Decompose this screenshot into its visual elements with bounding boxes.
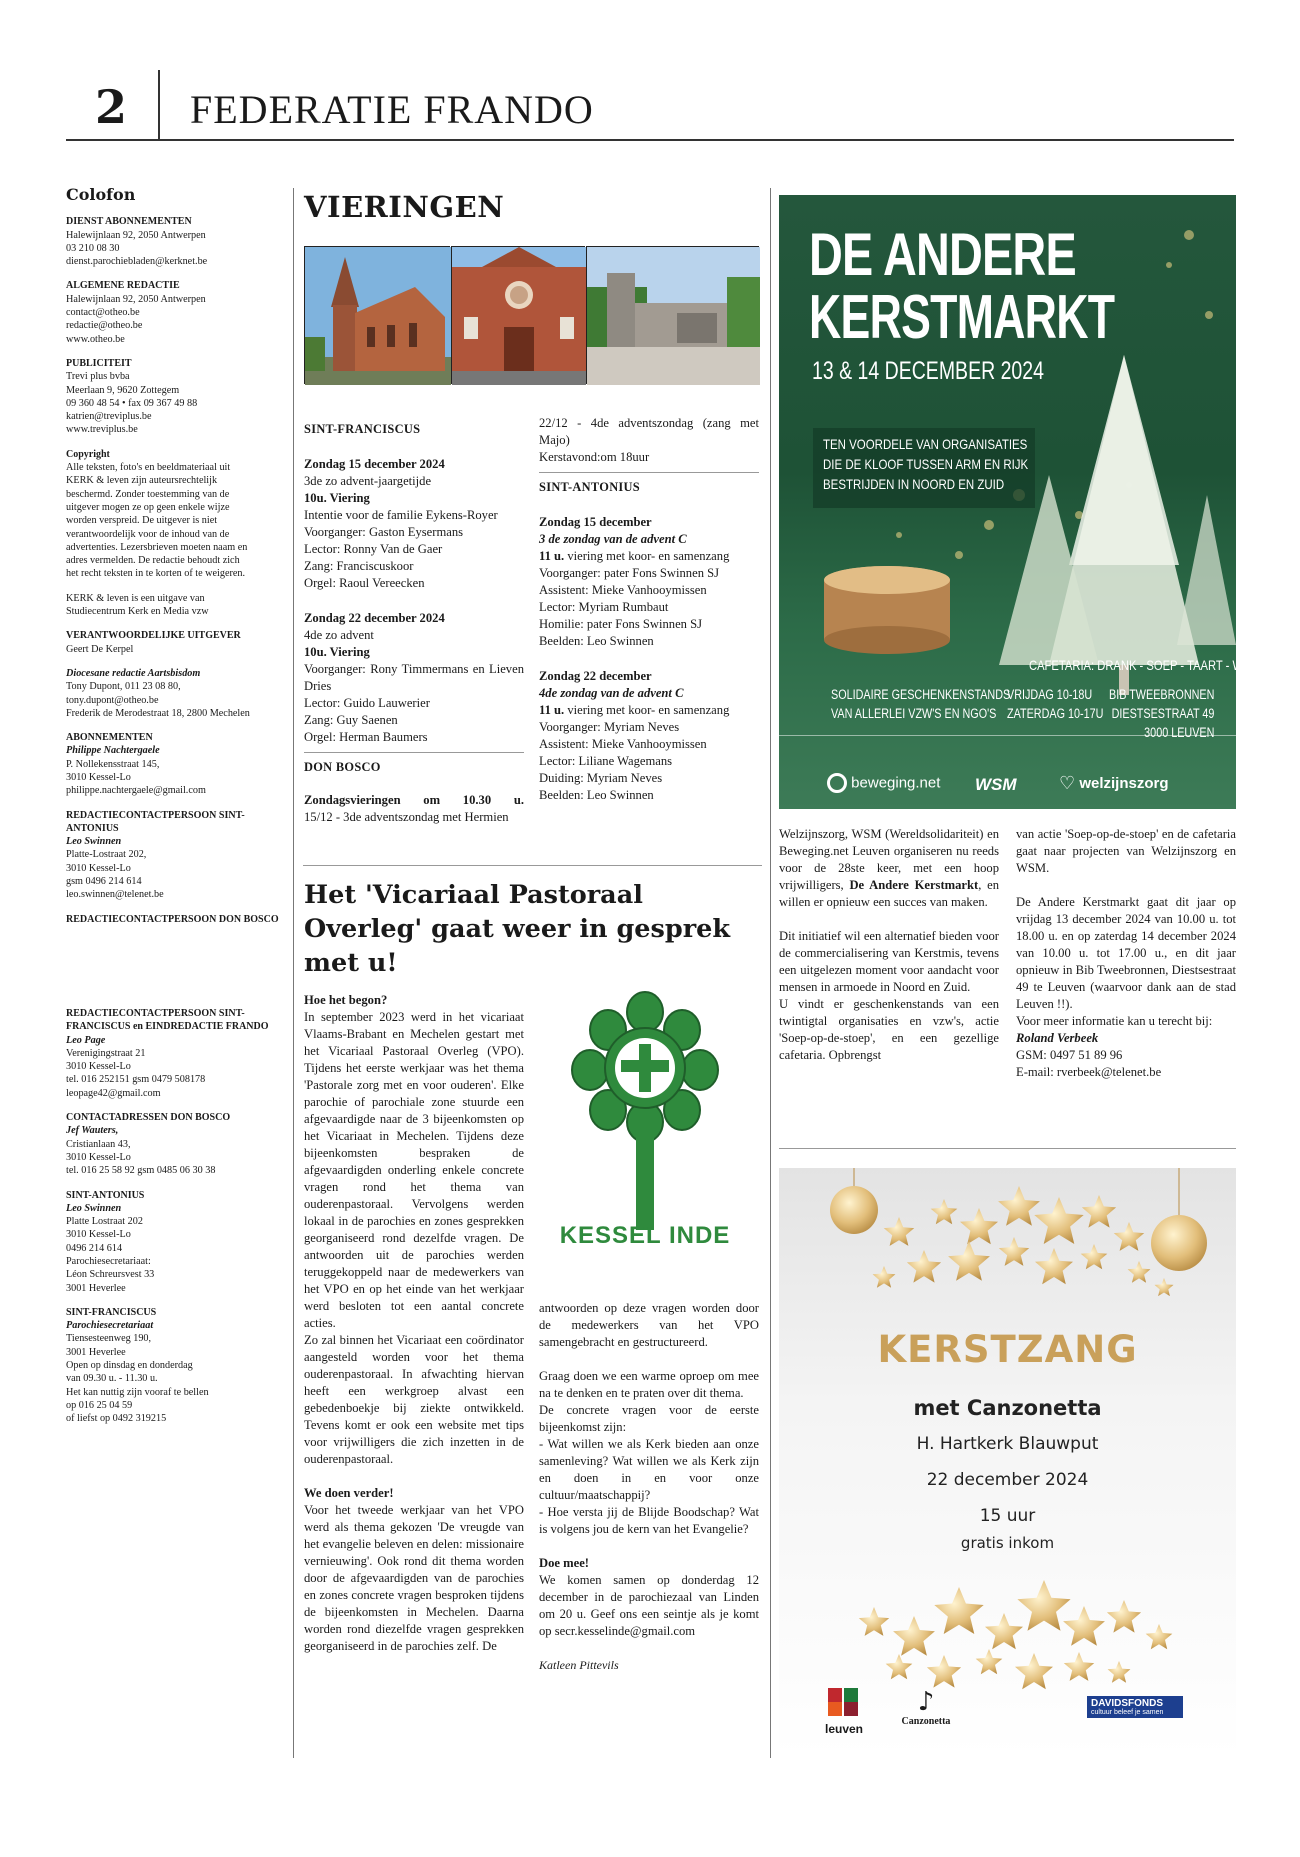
colofon-line: 3001 Heverlee	[66, 1346, 126, 1358]
colofon-block	[66, 215, 286, 268]
colofon-line: www.otheo.be	[66, 333, 125, 345]
colofon-line: 09 360 48 54 • fax 09 367 49 88	[66, 397, 198, 409]
colofon-line: Cristianlaan 43,	[66, 1138, 131, 1150]
colofon-line: Verenigingstraat 21	[66, 1047, 146, 1059]
poster-info-line: DIE DE KLOOF TUSSEN ARM EN RIJK	[823, 456, 1029, 472]
service-date: Zondag 15 december	[539, 515, 652, 529]
star-icon	[999, 1237, 1029, 1266]
colofon-line: het recht teksten in te korten of te weigeren.	[66, 568, 246, 580]
star-icon	[985, 1613, 1023, 1649]
kerstmarkt-paragraph: E-mail: rverbeek@telenet.be	[1016, 1065, 1162, 1079]
star-icon	[859, 1607, 889, 1636]
canzonetta-logo	[891, 1688, 961, 1727]
article-paragraph: De concrete vragen voor de eerste bijeenkomst zijn:	[539, 1403, 759, 1434]
colofon-line: dienst.parochiebladen@kerknet.be	[66, 256, 208, 268]
colofon-heading: SINT-ANTONIUS	[66, 1189, 145, 1201]
paragraph-gap	[304, 1468, 524, 1485]
kerstmarkt-paragraph: U vindt er geschenkenstands van een twintigtal organisaties en vzw's, actie 'Soep-op-de-stoep', en een gezellige cafetaria. Opbrengst	[779, 997, 999, 1062]
colofon-spacer	[66, 926, 286, 996]
service-line: Zang: Guy Saenen	[304, 713, 398, 727]
davidsfonds-tagline: cultuur beleef je samen	[1091, 1709, 1164, 1716]
service-time: 10u. Viering	[304, 491, 370, 505]
star-icon	[1128, 1261, 1151, 1283]
colofon-block	[66, 629, 286, 656]
star-icon	[884, 1217, 914, 1246]
vieringen-rule	[539, 472, 759, 473]
page-title: FEDERATIE FRANDO	[190, 87, 594, 132]
service-line: Lector: Myriam Rumbaut	[539, 600, 669, 614]
colofon-line: 3010 Kessel-Lo	[66, 771, 131, 783]
colofon-line: uitgever mogen ze op geen enkele wijze	[66, 501, 230, 513]
poster-info-line: BESTRIJDEN IN NOORD EN ZUID	[823, 476, 1005, 492]
colofon-heading: REDACTIECONTACTPERSOON SINT-FRANCISCUS en EINDREDACTIE FRANDO	[66, 1007, 269, 1033]
colofon-line: redactie@otheo.be	[66, 320, 143, 332]
colofon-heading: ALGEMENE REDACTIE	[66, 280, 180, 292]
colofon-line: worden verspreid. De uitgever is niet	[66, 515, 218, 527]
colofon-line: P. Nollekensstraat 145,	[66, 758, 160, 770]
colofon-subheading: Leo Swinnen	[66, 1202, 122, 1214]
star-icon	[1035, 1248, 1073, 1284]
colofon-line: Tony Dupont, 011 23 08 80,	[66, 681, 181, 693]
service-line: Intentie voor de familie Eykens-Royer	[304, 508, 498, 522]
kerstmarkt-paragraph: Voor meer informatie kan u terecht bij:	[1016, 1014, 1213, 1028]
service-line: Voorganger: Myriam Neves	[539, 720, 680, 734]
colofon-block	[66, 913, 286, 996]
vieringen-column-right	[539, 415, 759, 804]
colofon-line: Geert De Kerpel	[66, 643, 134, 655]
poster-foot-right	[1109, 685, 1214, 742]
kerstmarkt-paragraph: GSM: 0497 51 89 96	[1016, 1048, 1123, 1062]
star-icon	[907, 1250, 941, 1283]
church-photo-sint-antonius	[586, 246, 759, 384]
service-line: Lector: Liliane Wagemans	[539, 754, 673, 768]
colofon-line: gsm 0496 214 614	[66, 876, 142, 888]
poster-title-line1: DE ANDERE	[809, 221, 1076, 288]
colofon-line: Parochiesecretariaat:	[66, 1256, 151, 1267]
colofon-line: 3010 Kessel-Lo	[66, 1061, 131, 1073]
kesselinde-logo	[550, 990, 740, 1260]
article-subheading: We doen verder!	[304, 1486, 394, 1500]
service-detail: viering met koor- en samenzang	[564, 703, 730, 717]
service-date: Zondag 22 december 2024	[304, 611, 445, 625]
colofon-line: leopage42@gmail.com	[66, 1087, 161, 1099]
star-icon	[934, 1587, 983, 1634]
welzijnszorg-logo-text: welzijnszorg	[1079, 775, 1169, 792]
colofon-line: tony.dupont@otheo.be	[66, 694, 159, 706]
parish-heading: SINT-ANTONIUS	[539, 480, 640, 494]
column-divider	[293, 188, 294, 1758]
colofon-heading: DIENST ABONNEMENTEN	[66, 216, 192, 228]
service-line: 15/12 - 3de adventszondag met Hermien	[304, 810, 509, 824]
service-line	[539, 702, 759, 719]
article-subheading: Doe mee!	[539, 1556, 589, 1570]
service-line: Beelden: Leo Swinnen	[539, 788, 654, 802]
colofon-line: 0496 214 614	[66, 1242, 123, 1254]
leuven-icon	[826, 1686, 862, 1718]
kerstmarkt-paragraph: van actie 'Soep-op-de-stoep' en de cafetaria gaat naar projecten van Welzijnszorg en WSM.	[1016, 827, 1236, 875]
kerstmarkt-paragraph	[779, 826, 999, 911]
kerstmarkt-paragraph: De Andere Kerstmarkt gaat dit jaar op vrijdag 13 december 2024 van 10.00 u. tot 18.00 u. en op zaterdag 14 december 2024 van 10.00 u. tot 17.00 u., en dit jaar opnieuw in Bib Tweebronnen, Diestsestraat 49 te Leuven (waarvoor dank aan de stad Leuven !!).	[1016, 895, 1236, 1011]
kerstmarkt-text-column-1	[779, 826, 999, 1064]
colofon-line: Open op dinsdag en donderdag	[66, 1360, 193, 1372]
colofon-block	[66, 1306, 286, 1426]
section-rule	[779, 1148, 1236, 1149]
article-paragraph: In september 2023 werd in het vicariaat Vlaams-Brabant en Mechelen gestart met het Vicariaal Pastoraal Overleg (VPO). Tijdens het eerste werkjaar was het thema 'Pastorale zorg met en voor ouderen'. Elke parochie of parochiale zone stuurde een afgevaardigde naar de 3 bijeenkomsten op het Vicariaat in Mechelen. Tijdens deze bijeenkomsten bespraken de afgevaardigden onderling enkele concrete vragen rond het thema van ouderenpastoraal. Vervolgens werden lokaal in de parochies en zones gesprekken georganiseerd rond dezelfde vragen. De antwoorden uit de parochies werden teruggekoppeld naar de medewerkers van het VPO en op het einde van het werkjaar werd besloten tot een aantal concrete acties.	[304, 1010, 524, 1330]
colofon-heading: REDACTIECONTACTPERSOON SINT-ANTONIUS	[66, 809, 245, 834]
service-date: Zondagsvieringen om 10.30 u.	[304, 793, 524, 807]
colofon-line: Halewijnlaan 92, 2050 Antwerpen	[66, 229, 206, 241]
colofon-line: 03 210 08 30	[66, 242, 120, 254]
star-icon	[893, 1616, 935, 1656]
article-column-1	[304, 992, 524, 1655]
service-line: Kerstavond:om 18uur	[539, 450, 650, 464]
colofon-heading: VERANTWOORDELIJKE UITGEVER	[66, 630, 241, 642]
star-icon	[1114, 1222, 1144, 1251]
colofon-block	[66, 1111, 286, 1177]
colofon-heading: REDACTIECONTACTPERSOON DON BOSCO	[66, 913, 279, 925]
article-author: Katleen Pittevils	[539, 1658, 619, 1672]
kerstzang-line3: 22 december 2024	[926, 1470, 1089, 1490]
article-paragraph: We komen samen op donderdag 12 december in de parochiezaal van Linden om 20 u. Geef ons een seintje als je komt op secr.kesselinde@gmail.com	[539, 1573, 759, 1638]
service-line: 22/12 - 4de adventszondag (zang met Majo)	[539, 416, 759, 447]
poster-info-line: TEN VOORDELE VAN ORGANISATIES	[823, 436, 1028, 452]
service-line: Voorganger: pater Fons Swinnen SJ	[539, 566, 720, 580]
colofon-line: Meerlaan 9, 9620 Zottegem	[66, 384, 180, 396]
service-detail: viering met koor- en samenzang	[564, 549, 730, 563]
article-paragraph: - Hoe versta jij de Blijde Boodschap? Wat is volgens jou de kern van het Evangelie?	[539, 1505, 759, 1536]
parish-heading: SINT-FRANCISCUS	[304, 422, 421, 436]
service-line: Beelden: Leo Swinnen	[539, 634, 654, 648]
star-icon	[998, 1186, 1040, 1226]
colofon-heading: PUBLICITEIT	[66, 357, 132, 369]
kerstmarkt-poster	[779, 195, 1279, 809]
colofon-line: op 016 25 04 59	[66, 1399, 133, 1411]
colofon-line: tel. 016 25 58 92 gsm 0485 06 30 38	[66, 1165, 216, 1177]
colofon-line: KERK & leven zijn auteursrechtelijk	[66, 475, 218, 487]
service-line: Assistent: Mieke Vanhooymissen	[539, 583, 707, 597]
beweging-logo-text: beweging.net	[851, 774, 941, 792]
article-paragraph: Graag doen we een warme oproep om mee na te denken en te praten over dit thema.	[539, 1369, 759, 1400]
kerstmarkt-contact-name: Roland Verbeek	[1016, 1031, 1099, 1045]
star-icon	[948, 1241, 990, 1281]
poster-foot-line: VAN ALLERLEI VZW'S EN NGO'S	[831, 706, 997, 721]
colofon-heading: CONTACTADRESSEN DON BOSCO	[66, 1112, 231, 1124]
star-icon	[873, 1266, 896, 1288]
poster-foot-line: 3000 LEUVEN	[1144, 725, 1215, 740]
service-line: Assistent: Mieke Vanhooymissen	[539, 737, 707, 751]
service-line: Voorganger: Gaston Eysermans	[304, 525, 464, 539]
service-line: Homilie: pater Fons Swinnen SJ	[539, 617, 703, 631]
poster-info-box	[813, 428, 1035, 508]
service-line: 3de zo advent-jaargetijde	[304, 474, 432, 488]
kesselinde-logo-text: KESSEL INDE	[559, 1222, 731, 1249]
colofon-block	[66, 448, 286, 581]
colofon-line: Léon Schreursvest 33	[66, 1269, 155, 1281]
colofon-subheading: Parochiesecretariaat	[66, 1320, 154, 1332]
colofon-line: 3001 Heverlee	[66, 1282, 126, 1294]
colofon-block	[66, 731, 286, 797]
star-icon	[976, 1649, 1003, 1674]
colofon-line: Tiensesteenweg 190,	[66, 1333, 152, 1345]
header-separator	[158, 70, 160, 140]
kerstzang-poster	[779, 1168, 1236, 1758]
church-photo-sint-franciscus	[304, 246, 450, 384]
music-note-icon: ♪	[917, 1687, 935, 1717]
colofon-title: Colofon	[66, 185, 136, 204]
kerstzang-line4: 15 uur	[979, 1506, 1036, 1526]
star-icon	[1146, 1624, 1173, 1649]
poster-dates: 13 & 14 DECEMBER 2024	[812, 357, 1044, 385]
colofon-subheading: Leo Swinnen	[66, 836, 122, 848]
davidsfonds-logo-text: DAVIDSFONDS	[1091, 1698, 1164, 1709]
poster-title-line2: KERSTMARKT	[809, 283, 1115, 352]
davidsfonds-logo	[1087, 1696, 1183, 1718]
poster-foot-line: ZATERDAG 10-17U	[1007, 706, 1104, 721]
star-icon	[1155, 1278, 1174, 1296]
service-time: 11 u.	[539, 703, 565, 717]
colofon-block	[66, 1189, 286, 1295]
liturgical-day: 4de zondag van de advent C	[539, 686, 684, 700]
poster-foot-line: DIESTSESTRAAT 49	[1111, 706, 1215, 721]
colofon-subheading: Diocesane redactie Aartsbisdom	[66, 667, 201, 679]
colofon-heading: Copyright	[66, 448, 110, 460]
colofon-block	[66, 809, 286, 902]
christmas-tree-icon	[999, 355, 1236, 695]
service-line: Orgel: Raoul Vereecken	[304, 576, 425, 590]
page-number: 2	[95, 80, 128, 134]
colofon-line: contact@otheo.be	[66, 307, 140, 319]
colofon-subheading: Jef Wauters,	[66, 1125, 119, 1137]
colofon-block	[66, 667, 286, 720]
poster-cafetaria: CAFETARIA: DRANK - SOEP - TAART - WAFELS	[1029, 657, 1279, 673]
service-line: Voorganger: Rony Timmermans en Lieven Dries	[304, 662, 524, 693]
star-icon	[1082, 1195, 1116, 1228]
colofon-block	[66, 1007, 286, 1100]
colofon-line: adres vermelden. De redactie behoudt zich	[66, 555, 240, 567]
colofon-heading: ABONNEMENTEN	[66, 732, 153, 744]
kerstzang-title: KERSTZANG	[877, 1328, 1138, 1371]
paragraph-gap	[1016, 877, 1236, 894]
colofon-block	[66, 357, 286, 437]
colofon-line: Frederik de Merodestraat 18, 2800 Mechelen	[66, 707, 250, 719]
service-line: Lector: Guido Lauwerier	[304, 696, 430, 710]
colofon-line: philippe.nachtergaele@gmail.com	[66, 785, 206, 797]
welzijnszorg-logo	[1059, 773, 1169, 794]
colofon-line: KERK & leven is een uitgave van	[66, 592, 205, 604]
service-line: Lector: Ronny Van de Gaer	[304, 542, 443, 556]
colofon-line: verantwoordelijk voor de inhoud van de	[66, 528, 230, 540]
parish-heading: DON BOSCO	[304, 760, 381, 774]
star-icon	[1107, 1600, 1141, 1633]
service-time: 10u. Viering	[304, 645, 370, 659]
colofon-line: Trevi plus bvba	[66, 371, 130, 383]
heart-icon: ♡	[1059, 773, 1076, 793]
colofon-line: Platte Lostraat 202	[66, 1216, 143, 1228]
colofon-line: Platte-Lostraat 202,	[66, 849, 147, 861]
kerstmarkt-text: , en willen er opnieuw een succes van maken.	[779, 878, 999, 909]
colofon-line: of liefst op 0492 319215	[66, 1413, 167, 1425]
colofon-line: katrien@treviplus.be	[66, 411, 152, 423]
article-title: Het 'Vicariaal Pastoraal Overleg' gaat weer in gesprek met u!	[304, 880, 731, 978]
service-date: Zondag 22 december	[539, 669, 652, 683]
poster-foot-line: BIB TWEEBRONNEN	[1109, 687, 1215, 702]
church-photo-don-bosco	[451, 246, 585, 384]
vieringen-column-left	[304, 415, 524, 826]
beweging-icon	[827, 773, 847, 793]
colofon-heading: SINT-FRANCISCUS	[66, 1306, 157, 1318]
leuven-logo-text: leuven	[824, 1722, 863, 1736]
colofon-line: www.treviplus.be	[66, 424, 138, 436]
poster-foot-line: VRIJDAG 10-18U	[1007, 687, 1093, 702]
article-paragraph: antwoorden op deze vragen worden door de medewerkers van het VPO samengebracht en gestructureerd.	[539, 1301, 759, 1349]
colofon-block	[66, 592, 286, 619]
colofon-line: tel. 016 252151 gsm 0479 508178	[66, 1074, 206, 1086]
article-subheading: Hoe het begon?	[304, 993, 388, 1007]
star-icon	[1015, 1653, 1053, 1689]
beweging-logo	[827, 773, 940, 793]
paragraph-gap	[539, 1538, 759, 1555]
star-icon	[960, 1208, 998, 1244]
kerstzang-line2: H. Hartkerk Blauwput	[916, 1434, 1099, 1454]
article-column-2	[539, 1300, 759, 1674]
service-line	[539, 548, 759, 565]
colofon-line: 3010 Kessel-Lo	[66, 1229, 131, 1241]
star-icon	[1064, 1652, 1094, 1681]
colofon-block	[66, 279, 286, 345]
star-icon	[1108, 1661, 1131, 1683]
paragraph-gap	[779, 911, 999, 928]
star-icon	[1017, 1580, 1070, 1631]
star-icon	[927, 1655, 961, 1688]
colofon-line: 3010 Kessel-Lo	[66, 1151, 131, 1163]
kerstmarkt-emphasis: De Andere Kerstmarkt	[849, 878, 979, 892]
poster-foot-mid	[1007, 685, 1103, 723]
canzonetta-logo-text: Canzonetta	[901, 1716, 951, 1727]
colofon-subheading: Philippe Nachtergaele	[66, 745, 160, 757]
colofon	[66, 185, 286, 1437]
colofon-line: beschermd. Zonder toestemming van de	[66, 488, 230, 500]
poster-foot-line: SOLIDAIRE GESCHENKENSTANDS	[831, 687, 1011, 702]
leuven-logo	[819, 1686, 869, 1736]
paragraph-gap	[539, 1351, 759, 1368]
colofon-line: Studiecentrum Kerk en Media vzw	[66, 606, 209, 618]
kerstmarkt-text-column-2	[1016, 826, 1236, 1081]
colofon-line: Het kan nuttig zijn vooraf te bellen	[66, 1386, 209, 1398]
kerstmarkt-text: Welzijnszorg, WSM (Wereldsolidariteit) en Beweging.net Leuven organiseren nu reeds voor de 28ste keer, met een hoop vrijwilligers,	[779, 827, 999, 892]
kerstmarkt-paragraph: Dit initiatief wil een alternatief bieden voor de commercialisering van Kerstmis, tevens een uitgelezen moment voor aandacht voor mensen in armoede in Noord en Zuid.	[779, 929, 999, 994]
section-rule	[303, 865, 762, 866]
column-divider	[770, 188, 771, 1758]
header-rule	[66, 139, 1234, 141]
article-paragraph: - Wat willen we als Kerk bieden aan onze samenleving? Wat willen we als Kerk zijn en doen in en voor onze cultuur/maatschappij?	[539, 1437, 759, 1502]
article-paragraph: Zo zal binnen het Vicariaat een coördinator aangesteld worden voor het thema ouderenpastoraal. In afwachting hiervan heeft een werkgroep alvast een gebedenboekje bij ziekte ontwikkeld. Tevens komt er ook een website met tips voor vrijwilligers die zich inzetten in de ouderenpastoraal.	[304, 1333, 524, 1466]
kerstzang-line1: met Canzonetta	[913, 1396, 1102, 1420]
colofon-line: Alle teksten, foto's en beeldmateriaal uit	[66, 462, 231, 474]
service-line: Duiding: Myriam Neves	[539, 771, 663, 785]
colofon-line: 3010 Kessel-Lo	[66, 862, 131, 874]
colofon-subheading: Leo Page	[66, 1034, 106, 1046]
star-icon	[931, 1199, 958, 1224]
vieringen-title: VIERINGEN	[304, 190, 505, 224]
colofon-line: van 09.30 u. - 11.30 u.	[66, 1373, 158, 1385]
service-line: 4de zo advent	[304, 628, 374, 642]
service-date: Zondag 15 december 2024	[304, 457, 445, 471]
liturgical-day: 3 de zondag van de advent C	[539, 532, 687, 546]
service-time: 11 u.	[539, 549, 565, 563]
colofon-line: leo.swinnen@telenet.be	[66, 889, 164, 901]
star-icon	[1081, 1244, 1108, 1269]
colofon-line: Halewijnlaan 92, 2050 Antwerpen	[66, 293, 206, 305]
star-icon	[886, 1654, 913, 1679]
kerstzang-line5: gratis inkom	[960, 1534, 1055, 1552]
article-paragraph: Voor het tweede werkjaar van het VPO werd als thema gekozen 'De vreugde van het evangelie beleven en delen: missionaire vernieuwing'. Ook rond dit thema worden door de afgevaardigden van de parochies en zones concrete vragen besproken tijdens de bijeenkomsten in Mechelen. Daarna worden rond diezelfde vragen gesprekken georganiseerd in de parochies zelf. De	[304, 1503, 524, 1653]
star-icon	[1034, 1197, 1083, 1244]
poster-foot-left	[831, 685, 1010, 723]
service-line: Zang: Franciscuskoor	[304, 559, 414, 573]
vieringen-rule	[304, 752, 524, 753]
wsm-logo: WSM	[975, 775, 1017, 794]
colofon-line: advertenties. Lezersbrieven moeten naam en	[66, 541, 248, 553]
paragraph-gap	[539, 1640, 759, 1657]
star-icon	[1063, 1606, 1105, 1646]
service-line: Orgel: Herman Baumers	[304, 730, 428, 744]
